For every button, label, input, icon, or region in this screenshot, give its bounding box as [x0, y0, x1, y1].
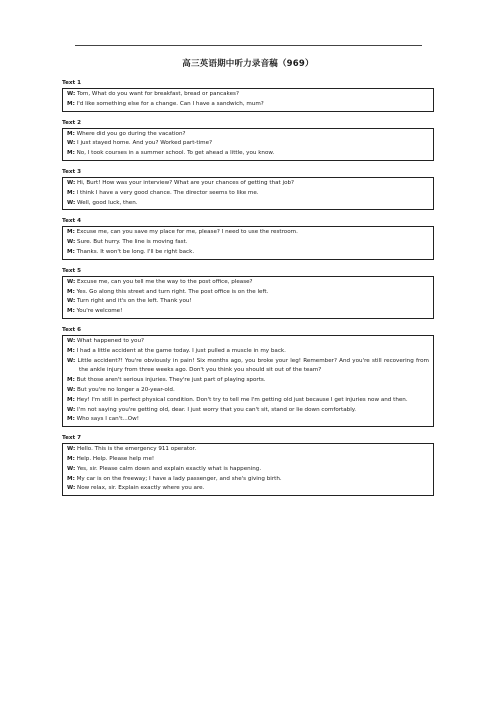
dialogue-box [62, 443, 434, 496]
line-text: Sure. But hurry. The line is moving fast. [77, 239, 188, 246]
dialogue-line [67, 445, 429, 455]
line-text: I had a little accident at the game today. I just pulled a muscle in my back. [76, 347, 286, 354]
line-text: Who says I can't...Ow! [76, 416, 139, 423]
dialogue-line [67, 357, 429, 377]
speaker-label: M: [67, 396, 75, 403]
dialogue-line [67, 288, 429, 298]
dialogue-line [67, 465, 429, 475]
speaker-label: W: [67, 179, 76, 186]
dialogue-line [67, 337, 429, 347]
line-text: Well, good luck, then. [77, 199, 138, 206]
section-label: Text 3 [62, 168, 81, 175]
speaker-label: M: [67, 308, 75, 315]
line-text: Little accident?! You're obviously in pain! Six months ago, you broke your leg! Remember? And you're still recovering from the ankle injury from three weeks ago. Don't you think you should sit out of the team? [77, 357, 430, 374]
speaker-label: W: [67, 337, 76, 344]
speaker-label: M: [67, 288, 75, 295]
dialogue-line [67, 149, 429, 159]
text-section-6 [62, 326, 434, 427]
line-text: I just stayed home. And you? Worked part-time? [77, 140, 213, 147]
line-text: Excuse me, can you tell me the way to the post office, please? [77, 278, 253, 285]
speaker-label: W: [67, 298, 76, 305]
speaker-label: W: [67, 140, 76, 147]
dialogue-line [67, 386, 429, 396]
dialogue-line [67, 297, 429, 307]
speaker-label: M: [67, 455, 75, 462]
text-section-1 [62, 79, 434, 112]
transcript-content [62, 79, 434, 503]
dialogue-line [67, 189, 429, 199]
dialogue-line [67, 139, 429, 149]
line-text: Now relax, sir. Explain exactly where you are. [77, 485, 205, 492]
text-section-7 [62, 434, 434, 496]
speaker-label: W: [67, 465, 76, 472]
dialogue-line [67, 100, 429, 110]
dialogue-box [62, 335, 434, 427]
section-label: Text 1 [62, 80, 81, 86]
speaker-label: M: [67, 130, 75, 137]
line-text: But you're no longer a 20-year-old. [77, 386, 175, 393]
line-text: Where did you go during the vacation? [76, 130, 186, 137]
top-rule [75, 45, 422, 46]
line-text: You're welcome! [76, 308, 123, 315]
dialogue-line [67, 90, 429, 100]
page-title: 高三英语期中听力录音稿（969） [182, 59, 314, 69]
speaker-label: M: [67, 100, 75, 107]
speaker-label: W: [67, 406, 76, 413]
dialogue-line [67, 199, 429, 209]
dialogue-line [67, 455, 429, 465]
line-text: Hi, Burt! How was your interview? What are your chances of getting that job? [77, 179, 295, 186]
speaker-label: W: [67, 357, 76, 364]
line-text: What happened to you? [77, 337, 144, 344]
speaker-label: M: [67, 150, 75, 157]
dialogue-line [67, 248, 429, 258]
speaker-label: M: [67, 416, 75, 423]
dialogue-line [67, 484, 429, 494]
line-text: I think I have a very good chance. The director seems to like me. [76, 189, 259, 196]
speaker-label: M: [67, 347, 75, 354]
dialogue-line [67, 238, 429, 248]
dialogue-line [67, 228, 429, 238]
speaker-label: M: [67, 377, 75, 384]
speaker-label: W: [67, 485, 76, 492]
dialogue-box [62, 276, 434, 319]
line-text: But those aren't serious injuries. They're just part of playing sports. [76, 377, 266, 384]
dialogue-line [67, 376, 429, 386]
section-label: Text 6 [62, 326, 81, 333]
text-section-4 [62, 217, 434, 259]
text-section-3 [62, 168, 434, 210]
speaker-label: M: [67, 189, 75, 196]
line-text: Yes. Go along this street and turn right. The post office is on the left. [76, 288, 269, 295]
speaker-label: W: [67, 446, 76, 453]
dialogue-box [62, 128, 434, 161]
section-label: Text 5 [62, 267, 81, 274]
speaker-label: W: [67, 91, 76, 97]
dialogue-line [67, 347, 429, 357]
section-label: Text 7 [62, 435, 81, 442]
dialogue-line [67, 396, 429, 406]
section-label: Text 4 [62, 218, 81, 225]
dialogue-line [67, 307, 429, 317]
line-text: I'd like something else for a change. Can I have a sandwich, mum? [76, 100, 264, 107]
dialogue-line [67, 475, 429, 485]
line-text: Help. Help. Please help me! [76, 455, 155, 462]
dialogue-box [62, 226, 434, 259]
speaker-label: W: [67, 386, 76, 393]
dialogue-box [62, 177, 434, 210]
dialogue-line [67, 406, 429, 416]
line-text: Turn right and it's on the left. Thank you! [77, 298, 192, 305]
line-text: Hey! I'm still in perfect physical condition. Don't try to tell me I'm getting old just because I get injuries now and then. [76, 396, 408, 403]
speaker-label: W: [67, 199, 76, 206]
speaker-label: M: [67, 229, 75, 236]
line-text: My car is on the freeway; I have a lady passenger, and she's giving birth. [76, 475, 282, 482]
line-text: Tom, What do you want for breakfast, bread or pancakes? [77, 91, 239, 97]
dialogue-line [67, 130, 429, 140]
text-section-5 [62, 267, 434, 319]
dialogue-box [62, 88, 434, 112]
dialogue-line [67, 278, 429, 288]
line-text: Hello. This is the emergency 911 operator. [77, 446, 197, 453]
section-label: Text 2 [62, 119, 81, 126]
line-text: Excuse me, can you save my place for me, please? I need to use the restroom. [76, 229, 298, 236]
text-section-2 [62, 119, 434, 161]
speaker-label: M: [67, 248, 75, 255]
dialogue-line [67, 415, 429, 425]
line-text: I'm not saying you're getting old, dear. I just worry that you can't sit, stand or lie down comfortably. [77, 406, 357, 413]
speaker-label: W: [67, 239, 76, 246]
line-text: Thanks. It won't be long. I'll be right back. [76, 248, 195, 255]
dialogue-line [67, 179, 429, 189]
line-text: Yes, sir. Please calm down and explain exactly what is happening. [77, 465, 262, 472]
line-text: No, I took courses in a summer school. To get ahead a little, you know. [76, 150, 275, 157]
speaker-label: W: [67, 278, 76, 285]
speaker-label: M: [67, 475, 75, 482]
